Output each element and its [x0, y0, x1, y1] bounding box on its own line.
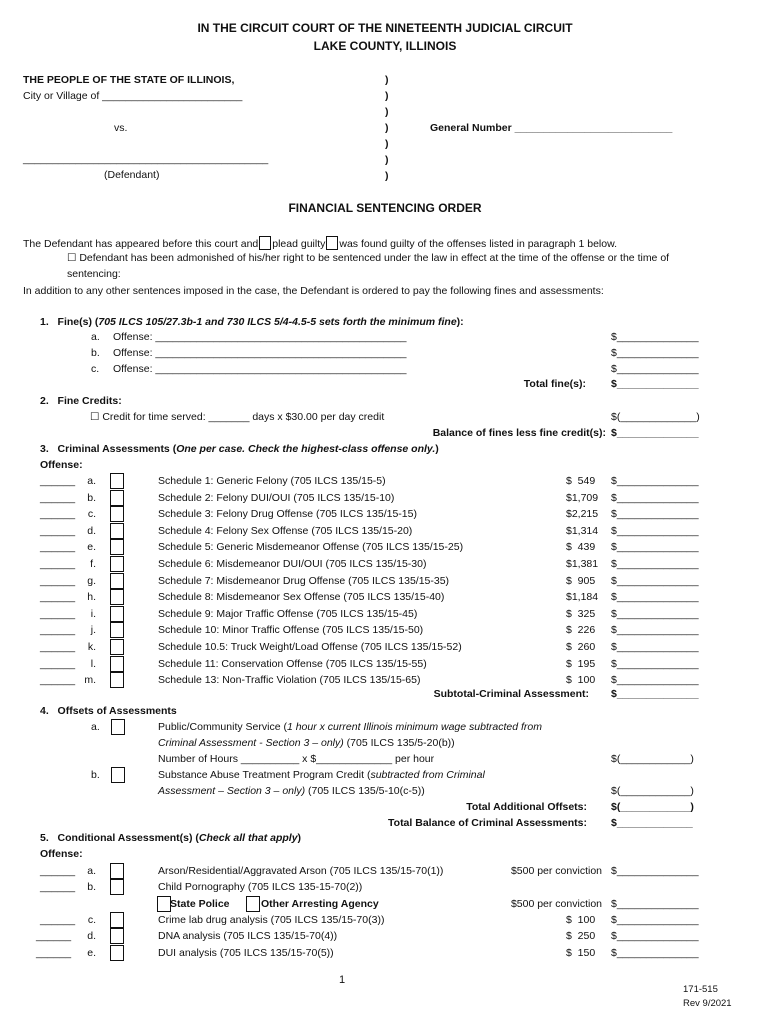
schedule-letter: g.: [87, 574, 96, 587]
conditional-count-field[interactable]: ______: [40, 881, 76, 893]
section-number: 5.: [40, 832, 49, 844]
schedule-label: Schedule 4: Felony Sex Offense (705 ILCS 135/15-20): [158, 524, 413, 537]
conditional-label: DUI analysis (705 ILCS 135/15-70(5)): [158, 947, 334, 959]
substance-abuse-text: Substance Abuse Treatment Program Credit (: [158, 769, 371, 781]
offense-count-field[interactable]: ______: [40, 558, 76, 570]
total-fines-label: Total fine(s):: [523, 378, 586, 390]
other-agency-checkbox[interactable]: [246, 896, 260, 912]
plead-guilty-label: plead guilty: [272, 238, 326, 250]
schedule-letter: a.: [87, 475, 96, 487]
substance-abuse-note: subtracted from Criminal: [370, 769, 485, 781]
offense-count-field[interactable]: ______: [40, 674, 76, 687]
conditional-count-field[interactable]: ______: [40, 914, 76, 926]
conditional-checkbox[interactable]: [110, 863, 124, 879]
schedule-letter: i.: [90, 607, 96, 620]
schedule-amount-field[interactable]: $______________: [611, 657, 699, 670]
offense-count-field[interactable]: ______: [40, 475, 76, 487]
substance-abuse-statute: (705 ILCS 135/5-10(c-5)): [305, 785, 425, 797]
conditional-count-field[interactable]: ______: [36, 947, 72, 959]
schedule-label: Schedule 13: Non-Traffic Violation (705 ILCS 135/15-65): [158, 674, 421, 687]
agency-amount-field[interactable]: $______________: [611, 898, 699, 910]
fines-heading-end: ):: [456, 316, 464, 328]
subtotal-criminal-field[interactable]: $______________: [611, 688, 699, 700]
substance-abuse-note-cont: Assessment – Section 3 – only): [158, 785, 306, 797]
schedule-cost: $2,215: [566, 508, 599, 521]
conditional-checkbox[interactable]: [110, 945, 124, 961]
conditional-letter: b.: [87, 881, 96, 893]
schedule-letter: c.: [87, 508, 96, 521]
section-number: 4.: [40, 705, 49, 717]
conditional-checkbox[interactable]: [110, 879, 124, 895]
form-title: FINANCIAL SENTENCING ORDER: [288, 201, 482, 215]
paren: ): [385, 170, 389, 182]
criminal-heading-text: Criminal Assessments (: [57, 443, 177, 455]
section-number: 1.: [40, 316, 49, 328]
offense-letter: b.: [91, 347, 100, 359]
substance-abuse-line1: [158, 769, 485, 782]
schedule-cost: $ 260: [566, 641, 596, 653]
conditional-label: DNA analysis (705 ILCS 135/15-70(4)): [158, 930, 338, 942]
community-service-line2: [158, 737, 455, 750]
schedule-checkbox[interactable]: [110, 589, 124, 605]
schedule-checkbox[interactable]: [110, 539, 124, 555]
criminal-heading-note: One per case. Check the highest-class offense only.: [176, 443, 436, 455]
offense-letter: c.: [91, 363, 100, 375]
offense-amount-field[interactable]: $______________: [611, 363, 699, 375]
schedule-cost: $ 905: [566, 574, 596, 587]
form-number: 171-515: [683, 984, 718, 995]
schedule-amount-field[interactable]: $______________: [611, 574, 699, 587]
conditional-letter: e.: [87, 947, 96, 959]
conditional-letter: c.: [87, 914, 96, 926]
schedule-checkbox[interactable]: [110, 506, 124, 522]
schedule-letter: f.: [90, 558, 96, 570]
state-police-checkbox[interactable]: [157, 896, 171, 912]
schedule-cost: $1,381: [566, 558, 599, 570]
substance-abuse-checkbox[interactable]: [111, 767, 125, 783]
criminal-assessments-heading: [40, 443, 439, 456]
conditional-heading-text: Conditional Assessment(s) (: [57, 832, 199, 844]
total-offsets-label: Total Additional Offsets:: [466, 801, 587, 813]
community-service-line1: [158, 721, 542, 734]
fines-heading-text: Fine(s) (: [57, 316, 99, 328]
conditional-letter: d.: [87, 930, 96, 942]
community-service-note-cont: Criminal Assessment - Section 3 – only): [158, 737, 344, 749]
defendant-label: (Defendant): [104, 169, 160, 181]
schedule-letter: b.: [87, 491, 96, 504]
community-service-statute: (705 ILCS 135/5-20(b)): [343, 737, 455, 749]
schedule-cost: $1,184: [566, 591, 599, 604]
conditional-checkbox[interactable]: [110, 928, 124, 944]
section-number: 3.: [40, 443, 49, 455]
schedule-amount-field[interactable]: $______________: [611, 508, 699, 521]
schedule-letter: l.: [90, 657, 96, 670]
subtotal-criminal-label: Subtotal-Criminal Assessment:: [433, 688, 589, 700]
offense-count-field[interactable]: ______: [40, 541, 76, 554]
paren: ): [385, 154, 389, 166]
schedule-checkbox[interactable]: [110, 656, 124, 672]
state-police-label: State Police: [170, 898, 230, 910]
offense-count-field[interactable]: ______: [40, 524, 76, 537]
offsets-heading-text: Offsets of Assessments: [57, 705, 177, 717]
found-guilty-checkbox[interactable]: [326, 236, 338, 250]
offense-count-field[interactable]: ______: [40, 657, 76, 670]
offense-label: Offense:: [40, 848, 83, 860]
schedule-amount-field[interactable]: $______________: [611, 607, 699, 620]
agency-cost: $500 per conviction: [510, 898, 602, 910]
fines-heading: [40, 316, 464, 329]
conditional-heading-note: Check all that apply: [198, 832, 298, 844]
schedule-checkbox[interactable]: [110, 523, 124, 539]
schedule-label: Schedule 8: Misdemeanor Sex Offense (705 ILCS 135/15-40): [158, 591, 445, 604]
balance-field[interactable]: $______________: [611, 427, 699, 439]
schedule-checkbox[interactable]: [110, 556, 124, 572]
schedule-letter: h.: [87, 591, 96, 604]
schedule-letter: d.: [87, 524, 96, 537]
conditional-cost: $ 150: [566, 947, 596, 959]
section-number: 2.: [40, 395, 49, 407]
substance-abuse-line2: [158, 785, 425, 798]
paren: ): [385, 106, 389, 118]
appearance-statement: [23, 236, 617, 251]
criminal-heading-end: ): [435, 443, 439, 455]
offset-b-letter: b.: [91, 769, 100, 781]
balance-label: Balance of fines less fine credit(s):: [432, 427, 606, 439]
offense-count-field[interactable]: ______: [40, 641, 76, 653]
total-fines-field[interactable]: $______________: [611, 378, 699, 390]
other-agency-label: Other Arresting Agency: [261, 898, 379, 910]
conditional-amount-field[interactable]: $______________: [611, 947, 699, 959]
schedule-label: Schedule 10: Minor Traffic Offense (705 ILCS 135/15-50): [158, 624, 424, 637]
community-service-text: Public/Community Service (: [158, 721, 287, 733]
total-offsets-field[interactable]: $(____________): [611, 801, 694, 813]
schedule-amount-field[interactable]: $______________: [611, 591, 699, 604]
county-heading: LAKE COUNTY, ILLINOIS: [313, 39, 457, 53]
schedule-cost: $ 549: [566, 475, 596, 487]
conditional-amount-field[interactable]: $______________: [611, 914, 699, 926]
schedule-amount-field[interactable]: $______________: [611, 674, 699, 687]
schedule-amount-field[interactable]: $______________: [611, 641, 699, 653]
conditional-cost: $ 250: [566, 930, 596, 942]
schedule-letter: j.: [90, 624, 96, 637]
offense-field[interactable]: Offense: ___________________________________________: [113, 363, 407, 375]
conditional-cost: $ 100: [566, 914, 596, 926]
offense-count-field[interactable]: ______: [40, 624, 76, 637]
page-number: 1: [339, 974, 346, 986]
plead-guilty-checkbox[interactable]: [259, 236, 271, 250]
paren: ): [385, 138, 389, 150]
schedule-cost: $ 439: [566, 541, 596, 554]
found-guilty-label: was found guilty of the offenses listed in paragraph 1 below.: [339, 238, 618, 250]
community-service-amount-field[interactable]: $(____________): [611, 753, 694, 765]
total-balance-field[interactable]: $_____________: [611, 817, 693, 829]
offense-amount-field[interactable]: $______________: [611, 331, 699, 343]
total-balance-label: Total Balance of Criminal Assessments:: [388, 817, 587, 829]
admonished-statement[interactable]: ☐ Defendant has been admonished of his/her right to be sentenced under the law in effect at the time of the offense or the time of: [67, 252, 670, 264]
schedule-label: Schedule 5: Generic Misdemeanor Offense (705 ILCS 135/15-25): [158, 541, 464, 554]
schedule-amount-field[interactable]: $______________: [611, 524, 699, 537]
conditional-label: Arson/Residential/Aggravated Arson (705 ILCS 135/15-70(1)): [158, 865, 444, 877]
conditional-amount-field[interactable]: $______________: [611, 930, 699, 942]
schedule-amount-field[interactable]: $______________: [611, 475, 699, 487]
plaintiff-name: THE PEOPLE OF THE STATE OF ILLINOIS,: [23, 74, 235, 86]
schedule-checkbox[interactable]: [110, 573, 124, 589]
schedule-label: Schedule 3: Felony Drug Offense (705 ILCS 135/15-15): [158, 508, 417, 521]
offense-count-field[interactable]: ______: [40, 574, 76, 587]
schedule-cost: $1,314: [566, 524, 599, 537]
offense-count-field[interactable]: ______: [40, 508, 76, 521]
offense-count-field[interactable]: ______: [40, 607, 76, 620]
conditional-cost: $500 per conviction: [510, 865, 602, 877]
schedule-cost: $ 195: [566, 657, 596, 670]
conditional-heading-end: ): [297, 832, 302, 844]
schedule-cost: $ 226: [566, 624, 596, 637]
hours-rate-fields[interactable]: Number of Hours __________ x $_____________ per hour: [158, 753, 435, 765]
offsets-heading: [40, 705, 177, 718]
conditional-label: Crime lab drug analysis (705 ILCS 135/15-70(3)): [158, 914, 385, 926]
revision-date: Rev 9/2021: [683, 998, 732, 1009]
substance-abuse-amount-field[interactable]: $(____________): [611, 785, 694, 797]
offense-field[interactable]: Offense: ___________________________________________: [113, 347, 407, 359]
offense-count-field[interactable]: ______: [40, 491, 76, 504]
schedule-label: Schedule 9: Major Traffic Offense (705 ILCS 135/15-45): [158, 607, 418, 620]
schedule-amount-field[interactable]: $______________: [611, 491, 699, 504]
schedule-label: Schedule 10.5: Truck Weight/Load Offense (705 ILCS 135/15-52): [158, 641, 462, 653]
schedule-label: Schedule 7: Misdemeanor Drug Offense (705 ILCS 135/15-35): [158, 574, 450, 587]
paren: ): [385, 122, 389, 134]
defendant-name-field[interactable]: __________________________________________: [23, 153, 269, 165]
conditional-label: Child Pornography (705 ILCS 135-15-70(2)): [158, 881, 363, 893]
community-service-checkbox[interactable]: [111, 719, 125, 735]
offense-field[interactable]: Offense: ___________________________________________: [113, 331, 407, 343]
offense-count-field[interactable]: ______: [40, 591, 76, 604]
offense-amount-field[interactable]: $______________: [611, 347, 699, 359]
conditional-count-field[interactable]: ______: [36, 930, 72, 942]
conditional-checkbox[interactable]: [110, 912, 124, 928]
conditional-heading: [40, 832, 301, 845]
appearance-text: The Defendant has appeared before this court and: [23, 238, 259, 250]
paren: ): [385, 74, 389, 86]
schedule-amount-field[interactable]: $______________: [611, 558, 699, 570]
schedule-amount-field[interactable]: $______________: [611, 624, 699, 637]
conditional-amount-field[interactable]: $______________: [611, 865, 699, 877]
offense-label: Offense:: [40, 459, 83, 471]
schedule-label: Schedule 1: Generic Felony (705 ILCS 135/15-5): [158, 475, 386, 487]
schedule-checkbox[interactable]: [110, 672, 124, 688]
offense-letter: a.: [91, 331, 100, 343]
community-service-note: 1 hour x current Illinois minimum wage subtracted from: [286, 721, 542, 733]
admonished-statement-cont: sentencing:: [67, 268, 121, 280]
schedule-label: Schedule 2: Felony DUI/OUI (705 ILCS 135/15-10): [158, 491, 395, 504]
schedule-checkbox[interactable]: [110, 622, 124, 638]
versus-label: vs.: [114, 122, 128, 134]
schedule-label: Schedule 11: Conservation Offense (705 ILCS 135/15-55): [158, 657, 427, 670]
court-heading: IN THE CIRCUIT COURT OF THE NINETEENTH JUDICIAL CIRCUIT: [197, 21, 573, 35]
credit-amount-field[interactable]: $(_____________): [611, 411, 700, 423]
conditional-count-field[interactable]: ______: [40, 865, 76, 877]
schedule-checkbox[interactable]: [110, 606, 124, 622]
city-field[interactable]: City or Village of ________________________: [23, 90, 243, 102]
paren: ): [385, 90, 389, 102]
schedule-checkbox[interactable]: [110, 490, 124, 506]
schedule-cost: $1,709: [566, 491, 599, 504]
time-served-credit[interactable]: ☐ Credit for time served: _______ days x $30.00 per day credit: [90, 411, 385, 423]
schedule-checkbox[interactable]: [110, 639, 124, 655]
schedule-label: Schedule 6: Misdemeanor DUI/OUI (705 ILCS 135/15-30): [158, 558, 427, 570]
conditional-letter: a.: [87, 865, 96, 877]
fines-heading-statute: 705 ILCS 105/27.3b-1 and 730 ILCS 5/4-4.5-5 sets forth the minimum fine: [98, 316, 457, 328]
schedule-letter: m.: [84, 674, 96, 687]
schedule-letter: e.: [87, 541, 96, 554]
credits-heading: [40, 395, 122, 408]
schedule-cost: $ 325: [566, 607, 596, 620]
schedule-cost: $ 100: [566, 674, 596, 687]
schedule-checkbox[interactable]: [110, 473, 124, 489]
general-number-field[interactable]: General Number ___________________________: [430, 122, 673, 134]
credits-heading-text: Fine Credits:: [57, 395, 122, 407]
schedule-letter: k.: [87, 641, 96, 653]
offset-a-letter: a.: [91, 721, 100, 733]
schedule-amount-field[interactable]: $______________: [611, 541, 699, 554]
order-statement: In addition to any other sentences imposed in the case, the Defendant is ordered to pay the following fines and assessments:: [23, 285, 604, 297]
